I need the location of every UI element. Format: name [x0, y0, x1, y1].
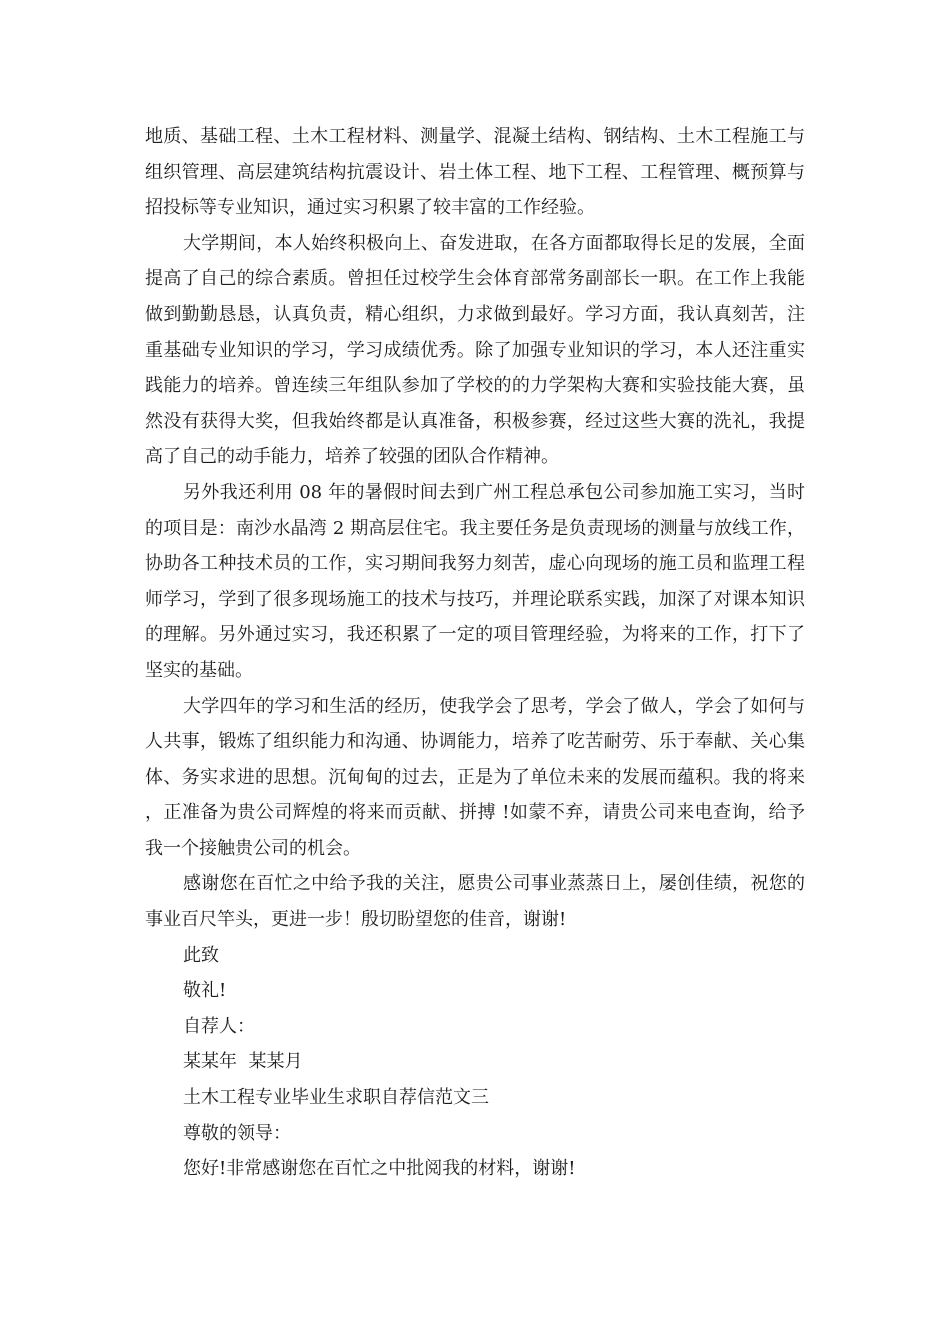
next-letter-opening: 您好!非常感谢您在百忙之中批阅我的材料，谢谢!: [183, 1158, 576, 1180]
paragraph-internship: 另外我还利用 08 年的暑假时间去到广州工程总承包公司参加施工实习，当时的项目是：南沙水晶湾 2 期高层住宅。我主要任务是负责现场的测量与放线工作，协助各工种技术员的工作，实习期间我努力刻苦，虚心向现场的施工员和监理工程师学习，学到了很多现场施工的技术与技巧，并理论联系实践，加深了对课本知识的理解。另外通过实习，我还积累了一定的项目管理经验，为将来的工作，打下了坚实的基础。: [145, 481, 805, 681]
closing-signer-label: 自荐人：: [183, 1015, 255, 1037]
paragraph-four-years-summary: 大学四年的学习和生活的经历，使我学会了思考，学会了做人，学会了如何与人共事，锻炼了组织能力和沟通、协调能力，培养了吃苦耐劳、乐于奉献、关心集体、务实求进的思想。沉甸甸的过去，正是为了单位未来的发展而蕴积。我的将来，正准备为贵公司辉煌的将来而贡献、拼搏 !如蒙不弃，请贵公司来电查询，给予我一个接触贵公司的机会。: [145, 695, 805, 859]
paragraph-thanks: 感谢您在百忙之中给予我的关注，愿贵公司事业蒸蒸日上，屡创佳绩，祝您的事业百尺竿头，更进一步！殷切盼望您的佳音，谢谢!: [145, 873, 805, 931]
paragraph-university-experience: 大学期间，本人始终积极向上、奋发进取，在各方面都取得长足的发展，全面提高了自己的综合素质。曾担任过校学生会体育部常务副部长一职。在工作上我能做到勤勤恳恳，认真负责，精心组织，力求做到最好。学习方面，我认真刻苦，注重基础专业知识的学习，学习成绩优秀。除了加强专业知识的学习，本人还注重实践能力的培养。曾连续三年组队参加了学校的的力学架构大赛和实验技能大赛，虽然没有获得大奖，但我始终都是认真准备，积极参赛，经过这些大赛的洗礼，我提高了自己的动手能力，培养了较强的团队合作精神。: [145, 232, 805, 468]
closing-regards: 敬礼!: [183, 980, 227, 1002]
document-page: [145, 119, 805, 1187]
closing-date: 某某年 某某月: [183, 1051, 303, 1073]
next-letter-title: 土木工程专业毕业生求职自荐信范文三: [183, 1087, 489, 1109]
closing-salutation: 此致: [183, 944, 219, 966]
next-letter-greeting: 尊敬的领导：: [183, 1122, 291, 1144]
paragraph-continued-courses: 地质、基础工程、土木工程材料、测量学、混凝土结构、钢结构、土木工程施工与组织管理、高层建筑结构抗震设计、岩土体工程、地下工程、工程管理、概预算与招投标等专业知识，通过实习积累了较丰富的工作经验。: [145, 126, 805, 219]
